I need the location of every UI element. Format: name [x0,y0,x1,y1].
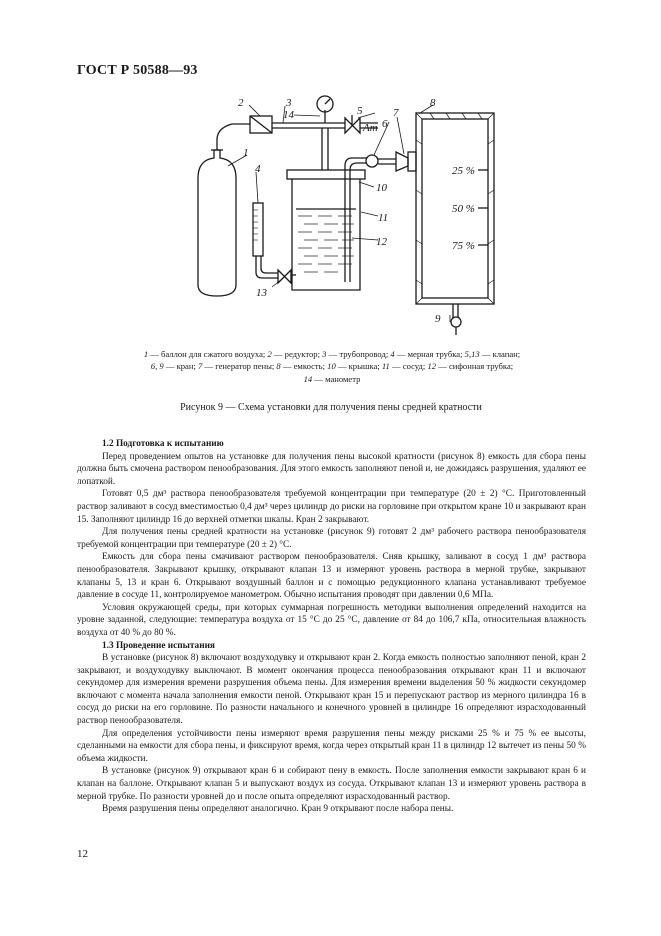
callout-14: 14 [283,109,294,121]
legend-text: — крышка; [335,361,382,372]
callout-13: 13 [256,287,267,299]
legend-text: — емкость; [280,361,328,372]
legend-number: 2 [267,349,272,359]
callout-7: 7 [393,107,399,119]
legend-number: 14 [303,373,313,384]
legend-number: 4 [390,349,395,359]
callout-9: 9 [435,313,441,325]
legend-text: — мерная трубка; [394,349,465,359]
level-mark-50: 50 % [452,203,475,215]
figure-legend [90,348,574,385]
callout-11: 11 [378,212,389,224]
section-heading-1-3: 1.3 Проведение испытания [102,640,215,651]
callout-3: 3 [286,97,292,109]
figure-caption: Рисунок 9 — Схема установки для получения пены средней кратности [180,402,482,413]
legend-text: — трубопровод; [326,349,391,359]
section-heading-1-2: 1.2 Подготовка к испытанию [102,439,224,449]
paragraph: Перед проведением опытов на установке для получения пены высокой кратности (рисунок 8) емкость для сбора пены должна быть смочена раствором пенообразования. Для этого емкость заполняют пеной и, не дожидаясь разрушения, удаляют ее лопаткой. [77,451,586,487]
legend-number: 11 [381,361,390,372]
legend-text: — клапан; [479,349,521,359]
callout-12: 12 [376,236,387,248]
legend-number: 10 [327,361,336,372]
legend-number: 12 [427,361,437,372]
callout-1: 1 [243,147,249,159]
legend-number: 5,13 [464,349,480,359]
legend-text: — баллон для сжатого воздуха; [148,349,268,359]
legend-number: 8 [276,361,281,372]
legend-line [90,373,574,385]
callout-at: Ат [363,122,378,134]
legend-number: 3 [322,349,327,359]
callout-4: 4 [255,163,261,175]
paragraph: Время разрушения пены определяют аналогично. Кран 9 открывают после набора пены. [102,804,454,815]
siphon-tube-shape [345,158,367,282]
level-mark-25: 25 % [452,165,475,177]
legend-text: — сосуд; [389,361,428,372]
setup-diagram [0,0,661,340]
callout-2: 2 [238,97,244,109]
document-body [77,438,586,816]
level-mark-75: 75 % [452,240,475,252]
foam-generator-shape [396,152,408,171]
callout-6: 6 [382,118,388,130]
legend-line [90,360,574,372]
callout-5: 5 [357,105,363,117]
legend-number: 6, 9 [150,361,164,372]
air-cylinder-shape [198,140,236,296]
callout-10: 10 [376,182,387,194]
legend-text: — манометр [312,373,361,384]
measuring-tube-shape [253,203,263,256]
paragraph: Для определения устойчивости пены измеряют время разрушения пены между рисками 25 % и 75 % ее высоты, сделанными на емкости для сбора пены, и фиксируют время, когда через открытый кран 11 в цилиндр 12 вытечет из пены 50 % объема жидкости. [77,728,586,764]
paragraph: Готовят 0,5 дм³ раствора пенообразователя требуемой концентрации при температуре (20 ± 2) °С. Приготовленный раствор заливают в сосуд вместимостью 0,4 дм³ через цилиндр до риски на горловине при открытом кране 10 и закрывают кран 15. Заполняют цилиндр 16 до верхней отметки шкалы. Кран 2 закрывают. [77,489,586,525]
tap-6-shape [366,155,378,167]
legend-text: — кран; [163,361,198,372]
legend-line [90,348,574,360]
drain-tap-9-shape [451,317,461,327]
paragraph: Условия окружающей среды, при которых суммарная погрешность методики выполнения определений находится на уровне заданной, следующие: температура воздуха от 15 °С до 25 °С, давление от 84 до 106,7 кПа, относительная влажность воздуха от 40 % до 80 %. [77,602,586,638]
legend-number: 7 [198,361,203,372]
legend-number: 1 [143,349,149,359]
lid-shape [287,170,365,179]
paragraph: Емкость для сбора пены смачивают раствором пенообразователя. Сняв крышку, заливают в сосуд 1 дм³ раствора пенообразователя. Закрывают крышку, открывают клапан 13 и измеряют уровень раствора в мерной трубке, закрывают клапаны 5, 13 и кран 6. Открывают воздушный баллон и с помощью редукционного клапана устанавливают требуемое давление в сосуде 11, контролируемое манометром. Обычно испытания проводят при давлении 0,6 МПа. [77,552,586,601]
document-header: ГОСТ Р 50588—93 [77,63,198,78]
paragraph: В установке (рисунок 9) открывают кран 6 и собирают пену в емкость. После заполнения емкости закрывают кран 6 и клапан на баллоне. Открывают клапан 5 и выпускают воздух из сосуда. Открывают клапан 13 и измеряют уровень раствора в мерной трубке. По разности уровней до и после опыта определяют израсходованный раствор. [77,766,586,802]
page-number: 12 [77,848,88,860]
legend-text: — генератор пены; [202,361,277,372]
legend-text: — редуктор; [271,349,323,359]
legend-text: — сифонная трубка; [436,361,514,372]
paragraph: Для получения пены средней кратности на установке (рисунок 9) готовят 2 дм³ рабочего раствора пенообразователя требуемой концентрации при температуре (20 ± 2) °С. [77,527,586,550]
paragraph: В установке (рисунок 8) включают воздуходувку и открывают кран 2. Когда емкость полностью заполняют пеной, кран 2 закрывают, и воздуходувку выключают. В момент окончания процесса пенообразования открывают кран 11 и включают секундомер для измерения времени разрушения объема пены. Для измерения времени выделения 50 % жидкости секундомер включают с момента начала заполнения емкости пеной. Открывают кран 15 и перепускают раствор из мерного цилиндра 16 в сосуд до риски на его горловине. По разности начального и конечного уровней в цилиндре 16 определяют израсходованный раствор пенообразователя. [77,653,586,727]
callout-8: 8 [430,97,436,109]
